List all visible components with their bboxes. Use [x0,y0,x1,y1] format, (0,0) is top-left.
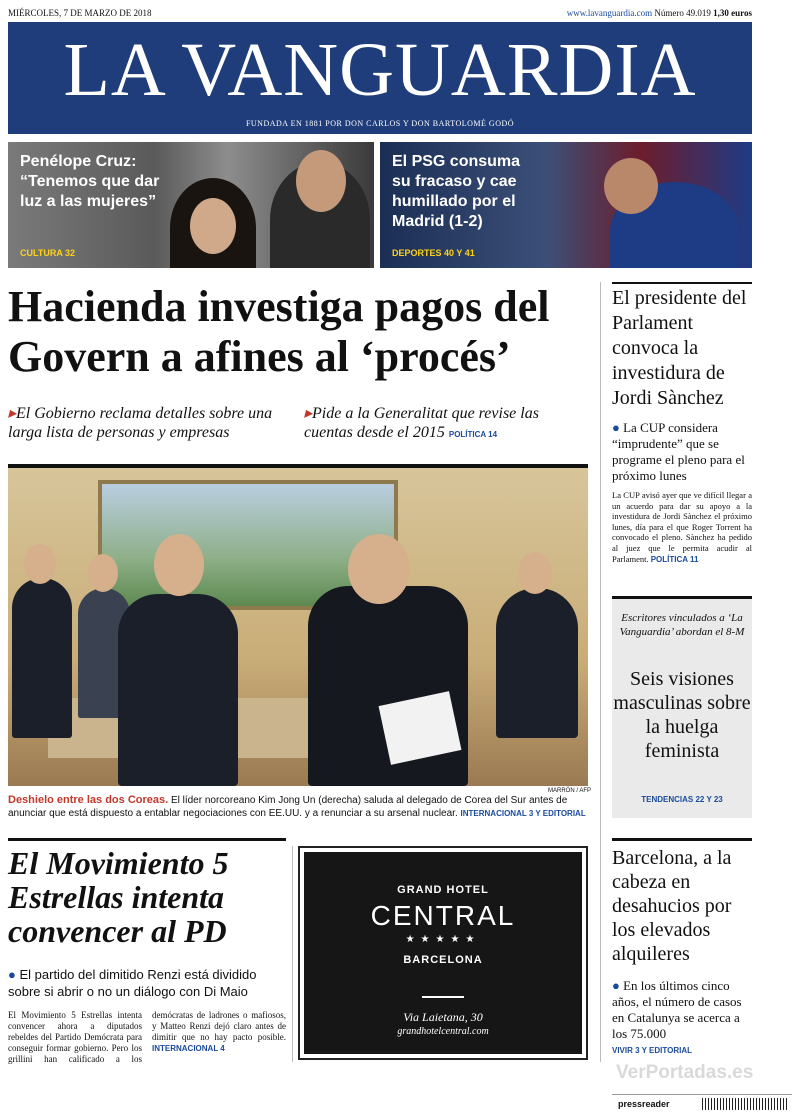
section-ref[interactable]: VIVIR 3 Y EDITORIAL [612,1046,693,1055]
parlament-body: La CUP avisó ayer que ve difícil llegar a un acuerdo para dar su apoyo a la investidura de Jordi Sànchez el próximo lunes, día para el que Roger Torrent ha convocado el pleno. Sànchez ha pedido al juez que le permita acudir al Parlament. POLÍTICA 11 [612,490,752,564]
masthead [8,22,752,118]
advert-city: BARCELONA [403,954,483,966]
section-ref[interactable]: INTERNACIONAL 3 Y EDITORIAL [460,809,586,818]
section-rule [8,838,286,841]
bullet-icon: ● [612,420,620,435]
lead-headline[interactable]: Hacienda investiga pagos del Govern a afines al ‘procés’ [8,282,550,381]
promo-photo-face [604,158,658,214]
photo-face [348,534,410,604]
photo-south-korean-envoy [118,594,238,786]
parlament-headline[interactable]: El presidente del Parlament convoca la investidura de Jordi Sànchez [612,287,747,409]
column-divider [292,846,293,1062]
promo-photo-face [296,150,346,212]
bullet-icon: ● [612,978,620,993]
evictions-bullet: ● En los últimos cinco años, el número de casos en Catalunya se acerca a los 75.000 [612,978,742,1041]
triangle-icon: ▸ [304,405,313,422]
website-link[interactable]: www.lavanguardia.com [566,8,653,18]
photo-face [88,554,118,592]
advert-divider [422,996,464,998]
triangle-icon: ▸ [8,405,17,422]
photo-person [496,588,578,738]
lead-subhead-2: ▸Pide a la Generalitat que revise las cuentas desde el 2015 POLÍTICA 14 [304,405,539,441]
promo-sports[interactable] [380,142,752,268]
feminism-box[interactable] [612,596,752,818]
m5s-body: El Movimiento 5 Estrellas intenta convencer ahora a diputados rebeldes del Partido Demócrata para conseguir formar gobierno. Pero los grillini han calificado a los demócratas de ladrones o mafiosos, y Matteo Renzi dejó claro antes de dimitir que no hay pacto posible. INTERNACIONAL 4 [8,1010,286,1064]
star-icons: ★★★★★ [405,934,481,945]
feminism-kicker: Escritores vinculados a ‘La Vanguardia’ abordan el 8-M [619,612,745,638]
advert-website[interactable]: grandhotelcentral.com [397,1026,489,1037]
barcode-icon [702,1098,788,1110]
founded-line: FUNDADA EN 1881 POR DON CARLOS Y DON BARTOLOMÉ GODÓ [8,118,752,134]
m5s-headline[interactable]: El Movimiento 5 Estrellas intenta convencer al PD [8,845,229,949]
feminism-headline: Seis visiones masculinas sobre la huelga feminista [613,668,751,762]
section-rule [612,282,752,284]
section-ref[interactable]: POLÍTICA 11 [650,554,699,564]
photo-face [154,534,204,596]
caption-text: El líder norcoreano Kim Jong Un (derecha) saluda al delegado de Corea del Sur antes de anunciar que está dispuesto a entablar negociaciones con EE.UU. y a renunciar a su arsenal nuclear. [8,795,568,819]
hotel-advert[interactable] [298,846,588,1060]
section-rule [612,838,752,841]
parlament-bullet: ● La CUP considera “imprudente” que se programe el pleno para el próximo lunes [612,420,745,483]
promo-sports-section: DEPORTES 40 Y 41 [392,248,475,258]
footer-bar [612,1094,792,1114]
promo-sports-headline: El PSG consuma su fracaso y cae humillado por el Madrid (1-2) [392,153,521,230]
bullet-icon: ● [8,967,16,982]
promo-culture-section: CULTURA 32 [20,248,76,258]
advert-line1: GRAND HOTEL [397,884,489,896]
issue-number: Número 49.019 [654,8,711,18]
advert-address: Via Laietana, 30 [403,1010,483,1024]
photo-face [24,544,56,584]
column-divider [600,282,601,1062]
pressreader-logo[interactable]: pressreader [618,1099,670,1109]
photo-kim-jong-un [308,586,468,786]
newspaper-logo: LA VANGUARDIA [63,28,697,112]
promo-culture-headline: Penélope Cruz: “Tenemos que dar luz a las mujeres” [20,153,160,210]
watermark: VerPortadas.es [616,1062,754,1083]
m5s-bullet: ● El partido del dimitido Renzi está dividido sobre si abrir o no un diálogo con Di Maio [8,967,257,999]
promo-photo-face [190,198,236,254]
lead-subhead-1: ▸El Gobierno reclama detalles sobre una larga lista de personas y empresas [8,405,273,441]
top-bar [8,6,752,22]
photo-caption [8,794,588,820]
photo-face [518,552,552,594]
promo-culture[interactable] [8,142,374,268]
issue-date: MIÉRCOLES, 7 DE MARZO DE 2018 [8,8,152,18]
issue-price: 1,30 euros [713,8,752,18]
evictions-headline[interactable]: Barcelona, a la cabeza en desahucios por los elevados alquileres [612,847,732,965]
photo-person [12,578,72,738]
caption-lead: Deshielo entre las dos Coreas. [8,794,169,806]
section-ref[interactable]: POLÍTICA 14 [448,430,498,439]
section-ref[interactable]: INTERNACIONAL 4 [152,1044,225,1053]
photo-credit: MARRÓN / AFP [548,788,592,794]
advert-panel [304,852,582,1054]
advert-brand: CENTRAL [370,900,516,931]
section-ref[interactable]: TENDENCIAS 22 Y 23 [641,795,723,804]
lead-photo [8,464,588,786]
